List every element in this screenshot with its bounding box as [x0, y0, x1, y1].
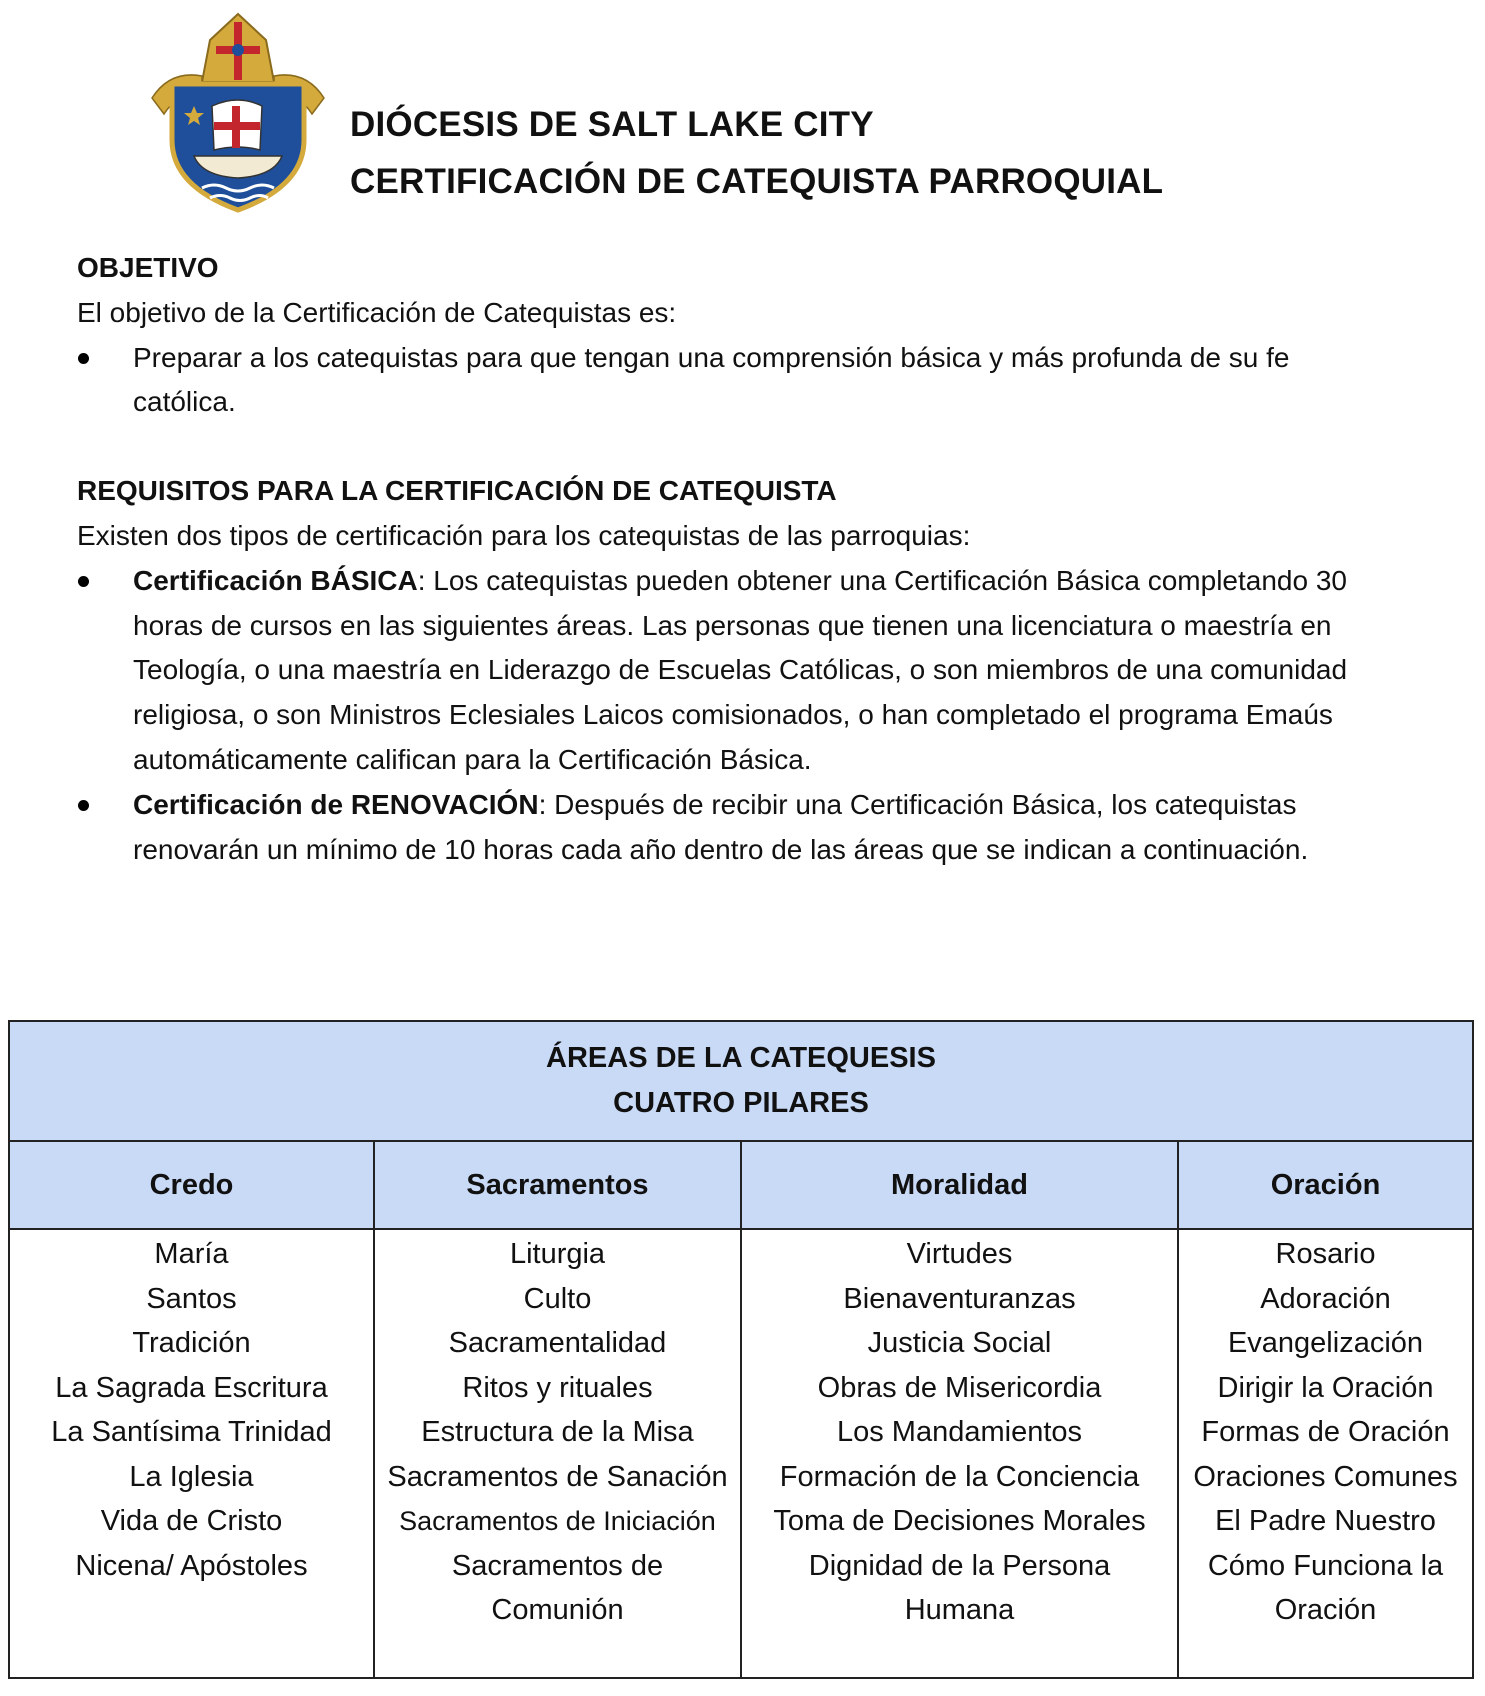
requisitos-list: [77, 559, 1367, 873]
table-title: [9, 1021, 1473, 1141]
list-item: Sacramentos de Sanación: [387, 1460, 728, 1493]
column-header-sacramentos: Sacramentos: [374, 1141, 741, 1229]
column-header-moralidad: Moralidad: [741, 1141, 1178, 1229]
list-item: Nicena/ Apóstoles: [75, 1549, 308, 1582]
list-item: Culto: [523, 1282, 592, 1315]
objetivo-heading: OBJETIVO: [77, 252, 219, 283]
list-item: Ritos y rituales: [462, 1371, 653, 1404]
list-item: Bienaventuranzas: [843, 1282, 1076, 1315]
column-sacramentos: [374, 1229, 741, 1678]
basica-bullet: [77, 559, 1367, 783]
list-item: Sacramentos de Iniciación: [399, 1506, 716, 1536]
objetivo-list: [77, 336, 1367, 426]
list-item: Sacramentalidad: [448, 1327, 667, 1359]
column-header-credo: Credo: [9, 1141, 374, 1229]
list-item: La Iglesia: [129, 1460, 254, 1493]
list-item: Tradición: [132, 1327, 251, 1359]
column-moralidad: [741, 1229, 1178, 1678]
list-item: Cómo Funciona la: [1207, 1549, 1444, 1582]
document-body: [77, 246, 1367, 872]
title-line-certification: CERTIFICACIÓN DE CATEQUISTA PARROQUIAL: [350, 162, 1164, 201]
table-title-line1: ÁREAS DE LA CATEQUESIS: [546, 1042, 936, 1074]
list-item: Oraciones Comunes: [1193, 1460, 1458, 1493]
list-item: Oración: [1274, 1594, 1377, 1626]
renovacion-text: : Después de recibir una Certificación Básica, los catequistas renovarán un mínimo de 10 horas cada año dentro de las áreas que se indican a continuación.: [133, 788, 1309, 865]
column-oracion: [1178, 1229, 1473, 1678]
renovacion-label: Certificación de RENOVACIÓN: [133, 788, 539, 820]
list-item: Rosario: [1275, 1238, 1376, 1270]
list-item: Santos: [146, 1282, 237, 1315]
pillars-table: [8, 1020, 1470, 1679]
list-item: Liturgia: [509, 1238, 606, 1270]
list-item: El Padre Nuestro: [1215, 1505, 1436, 1537]
list-item: Formación de la Conciencia: [779, 1460, 1140, 1493]
list-item: Toma de Decisiones Morales: [773, 1505, 1146, 1537]
column-credo: [9, 1229, 374, 1678]
list-item: Comunión: [491, 1594, 624, 1626]
list-item: Dignidad de la Persona: [808, 1549, 1111, 1582]
title-line-diocese: DIÓCESIS DE SALT LAKE CITY: [350, 105, 874, 144]
list-item: Evangelización: [1227, 1327, 1424, 1359]
column-header-oracion: Oración: [1178, 1141, 1473, 1229]
basica-text: : Los catequistas pueden obtener una Certificación Básica completando 30 horas de cursos en las siguientes áreas. Las personas que tienen una licenciatura o maestría en Teología, o una maestría en Liderazgo de Escuelas Católicas, o son miembros de una comunidad religiosa, o son Ministros Eclesiales Laicos comisionados, o han completado el programa Emaús automáticamente califican para la Certificación Básica.: [133, 564, 1348, 775]
list-item: Sacramentos de: [451, 1549, 664, 1582]
list-item: La Santísima Trinidad: [51, 1416, 332, 1448]
requisitos-intro: Existen dos tipos de certificación para los catequistas de las parroquias:: [77, 519, 971, 551]
list-item: Formas de Oración: [1201, 1416, 1450, 1448]
list-item: Virtudes: [906, 1238, 1013, 1270]
list-item: Vida de Cristo: [100, 1505, 283, 1537]
objetivo-intro: El objetivo de la Certificación de Catequistas es:: [77, 296, 677, 328]
list-item: La Sagrada Escritura: [55, 1371, 328, 1404]
basica-label: Certificación BÁSICA: [133, 564, 418, 596]
list-item: Dirigir la Oración: [1217, 1371, 1434, 1404]
table-title-line2: CUATRO PILARES: [613, 1087, 869, 1119]
list-item: Los Mandamientos: [836, 1416, 1083, 1448]
list-item: María: [154, 1238, 229, 1270]
document-title: [350, 96, 1163, 210]
requisitos-heading: REQUISITOS PARA LA CERTIFICACIÓN DE CATEQUISTA: [77, 475, 837, 507]
list-item: Humana: [904, 1594, 1015, 1626]
diocese-crest-icon: [150, 10, 326, 216]
list-item: Estructura de la Misa: [421, 1416, 694, 1448]
objetivo-bullet: Preparar a los catequistas para que tengan una comprensión básica y más profunda de su fe católica.: [77, 336, 1367, 426]
list-item: Adoración: [1260, 1282, 1391, 1315]
list-item: Justicia Social: [867, 1327, 1052, 1359]
list-item: Obras de Misericordia: [817, 1371, 1102, 1404]
renovacion-bullet: [77, 783, 1367, 873]
